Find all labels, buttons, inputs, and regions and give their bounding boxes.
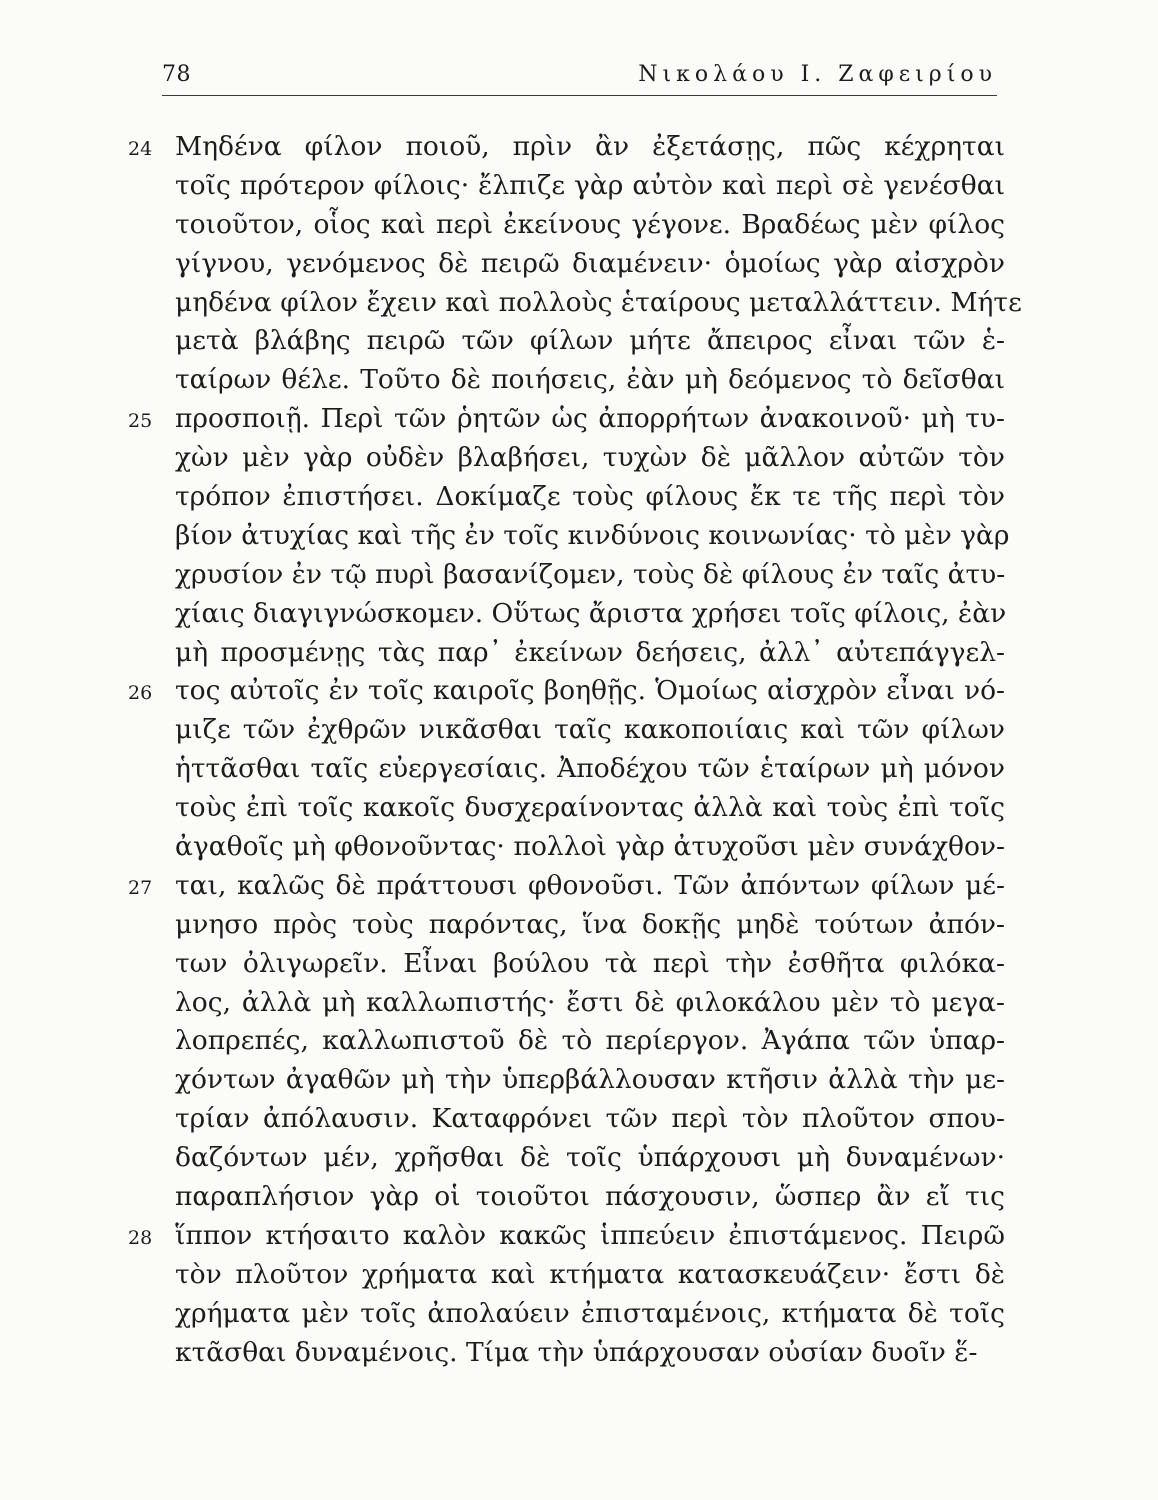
line-text: μιζε τῶν ἐχθρῶν νικᾶσθαι ταῖς κακοποιίαις καὶ τῶν φίλων xyxy=(175,714,1005,746)
text-line xyxy=(175,828,1005,867)
line-text: χίαις διαγιγνώσκομεν. Οὕτως ἄριστα χρήσει τοῖς φίλοις, ἐὰν xyxy=(175,597,1007,629)
line-text: Μηδένα φίλον ποιοῦ, πρὶν ἂν ἐξετάσῃς, πῶς κέχρηται xyxy=(175,131,1005,162)
line-text: προσποιῇ. Περὶ τῶν ῥητῶν ὡς ἀπορρήτων ἀνακοινοῦ· μὴ τυ- xyxy=(175,403,1005,435)
text-line xyxy=(175,906,1005,945)
line-text: τοῖς πρότερον φίλοις· ἔλπιζε γὰρ αὐτὸν καὶ περὶ σὲ γενέσθαι xyxy=(175,169,1005,201)
line-text: λος, ἀλλὰ μὴ καλλωπιστής· ἔστι δὲ φιλοκάλου μὲν τὸ μεγα- xyxy=(175,986,1005,1018)
text-line xyxy=(175,556,1005,595)
line-text: βίον ἀτυχίας καὶ τῆς ἐν τοῖς κινδύνοις κοινωνίας· τὸ μὲν γὰρ xyxy=(175,519,1010,551)
text-line xyxy=(128,672,1005,711)
line-text: δαζόντων μέν, χρῆσθαι δὲ τοῖς ὑπάρχουσι μὴ δυναμένων· xyxy=(175,1142,1005,1174)
section-number: 25 xyxy=(128,410,153,433)
text-line xyxy=(175,1139,1005,1178)
text-line xyxy=(175,517,1010,556)
section-number: 27 xyxy=(128,876,153,899)
line-text: τρόπον ἐπιστήσει. Δοκίμαζε τοὺς φίλους ἔκ τε τῆς περὶ τὸν xyxy=(175,481,1005,513)
section-number: 24 xyxy=(128,138,153,160)
text-line xyxy=(128,1217,1005,1256)
text-line xyxy=(175,1100,1005,1139)
text-line xyxy=(175,322,1005,361)
text-line xyxy=(128,867,1005,906)
text-line xyxy=(128,400,1005,439)
text-line xyxy=(128,128,1005,167)
line-text: χὼν μὲν γὰρ οὐδὲν βλαβήσει, τυχὼν δὲ μᾶλλον αὐτῶν τὸν xyxy=(175,442,1005,474)
page-number: 78 xyxy=(162,62,191,87)
line-text: των ὀλιγωρεῖν. Εἶναι βούλου τὰ περὶ τὴν ἐσθῆτα φιλόκα- xyxy=(175,947,1005,979)
text-line xyxy=(175,789,1005,828)
text-line xyxy=(175,945,1005,984)
text-line xyxy=(175,1022,1005,1061)
line-text: τος αὐτοῖς ἐν τοῖς καιροῖς βοηθῇς. Ὁμοίως αἰσχρὸν εἶναι νό- xyxy=(175,675,1005,707)
body-text xyxy=(128,128,1022,1373)
line-text: τὸν πλοῦτον χρήματα καὶ κτήματα κατασκευάζειν· ἔστι δὲ xyxy=(175,1258,1005,1290)
text-line xyxy=(175,1061,1005,1100)
text-line xyxy=(175,245,1005,284)
line-text: τοιοῦτον, οἷος καὶ περὶ ἐκείνους γέγονε. Βραδέως μὲν φίλος xyxy=(175,208,1005,240)
text-line xyxy=(175,750,1005,789)
text-line xyxy=(175,167,1005,206)
line-text: γίγνου, γενόμενος δὲ πειρῶ διαμένειν· ὁμοίως γὰρ αἰσχρὸν xyxy=(175,247,1005,279)
text-line xyxy=(175,595,1005,634)
section-number: 26 xyxy=(128,682,153,705)
section-number: 28 xyxy=(128,1226,153,1249)
line-text: χόντων ἀγαθῶν μὴ τὴν ὑπερβάλλουσαν κτῆσιν ἀλλὰ τὴν με- xyxy=(175,1064,1005,1096)
text-line xyxy=(175,634,1005,673)
line-text: ἡττᾶσθαι ταῖς εὐεργεσίαις. Ἀποδέχου τῶν ἑταίρων μὴ μόνον xyxy=(175,753,1005,785)
text-line xyxy=(175,711,1005,750)
line-text: μνησο πρὸς τοὺς παρόντας, ἵνα δοκῇς μηδὲ τούτων ἀπόν- xyxy=(175,908,1005,940)
line-text: τοὺς ἐπὶ τοῖς κακοῖς δυσχεραίνοντας ἀλλὰ καὶ τοὺς ἐπὶ τοῖς xyxy=(175,792,1005,824)
page-header xyxy=(162,58,997,98)
line-text: μὴ προσμένῃς τὰς παρ᾽ ἐκείνων δεήσεις, ἀλλ᾽ αὐτεπάγγελ- xyxy=(175,636,1005,668)
line-text: ἵππον κτήσαιτο καλὸν κακῶς ἱππεύειν ἐπιστάμενος. Πειρῶ xyxy=(175,1219,1005,1251)
line-text: χρυσίον ἐν τῷ πυρὶ βασανίζομεν, τοὺς δὲ φίλους ἐν ταῖς ἀτυ- xyxy=(175,558,1006,590)
line-text: μηδένα φίλον ἔχειν καὶ πολλοὺς ἑταίρους μεταλλάττειν. Μήτε xyxy=(175,286,1022,318)
line-text: ται, καλῶς δὲ πράττουσι φθονοῦσι. Τῶν ἀπόντων φίλων μέ- xyxy=(175,869,1005,901)
text-line xyxy=(175,284,1022,323)
running-head: Νικολάου Ι. Ζαφειρίου xyxy=(638,62,997,87)
text-line xyxy=(175,206,1005,245)
text-line xyxy=(175,361,1005,400)
line-text: τρίαν ἀπόλαυσιν. Καταφρόνει τῶν περὶ τὸν πλοῦτον σπου- xyxy=(175,1103,1005,1135)
line-text: κτᾶσθαι δυναμένοις. Τίμα τὴν ὑπάρχουσαν οὐσίαν δυοῖν ἕ- xyxy=(175,1336,978,1368)
text-line xyxy=(175,1295,1005,1334)
header-rule xyxy=(162,95,997,96)
line-text: λοπρεπές, καλλωπιστοῦ δὲ τὸ περίεργον. Ἀγάπα τῶν ὑπαρ- xyxy=(175,1025,1005,1057)
line-text: ταίρων θέλε. Τοῦτο δὲ ποιήσεις, ἐὰν μὴ δεόμενος τὸ δεῖσθαι xyxy=(175,364,1005,396)
line-text: ἀγαθοῖς μὴ φθονοῦντας· πολλοὶ γὰρ ἀτυχοῦσι μὲν συνάχθον- xyxy=(175,831,1005,863)
line-text: παραπλήσιον γὰρ οἱ τοιοῦτοι πάσχουσιν, ὥσπερ ἂν εἴ τις xyxy=(175,1181,1005,1213)
text-line xyxy=(175,1256,1005,1295)
text-line xyxy=(175,984,1005,1023)
line-text: χρήματα μὲν τοῖς ἀπολαύειν ἐπισταμένοις, κτήματα δὲ τοῖς xyxy=(175,1297,1005,1329)
line-text: μετὰ βλάβης πειρῶ τῶν φίλων μήτε ἄπειρος εἶναι τῶν ἑ- xyxy=(175,325,1005,357)
text-line xyxy=(175,439,1005,478)
text-line xyxy=(175,1334,1005,1373)
text-line xyxy=(175,478,1005,517)
text-line xyxy=(175,1178,1005,1217)
